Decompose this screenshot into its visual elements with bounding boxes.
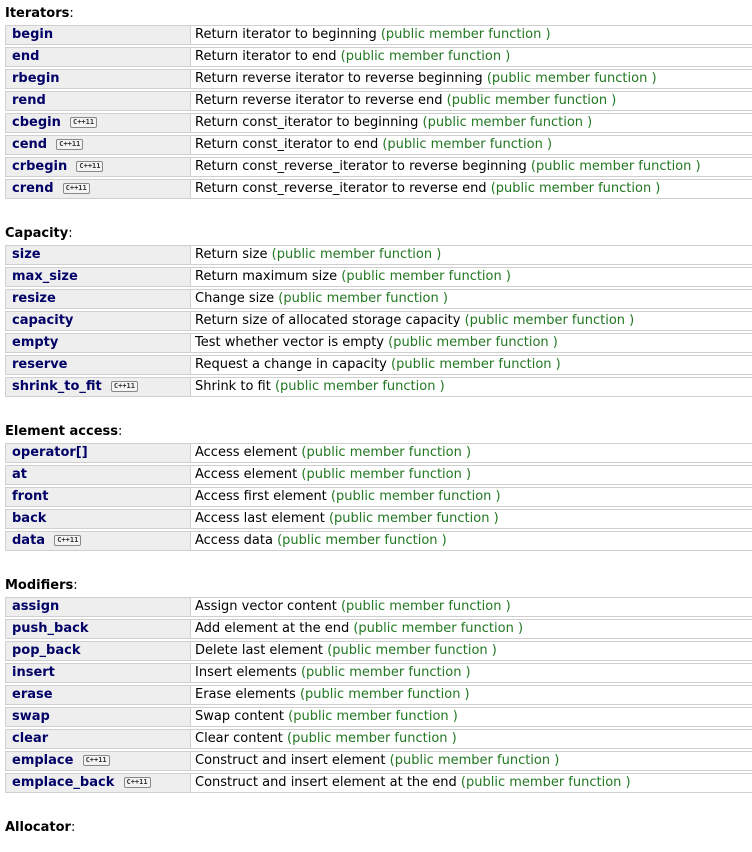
member-row — [5, 641, 752, 661]
member-name-cell — [5, 355, 191, 375]
member-function-link-assign[interactable]: assign — [12, 599, 60, 614]
member-row — [5, 311, 752, 331]
cpp11-badge-icon: C++11 — [63, 183, 90, 194]
member-description-cell — [191, 245, 752, 265]
member-name-cell — [5, 91, 191, 111]
section-spacer — [0, 795, 752, 818]
member-description: Insert elements — [195, 665, 297, 680]
member-description-cell — [191, 157, 752, 177]
member-kind-label: (public member function ) — [389, 753, 560, 768]
member-kind-label: (public member function ) — [340, 49, 511, 64]
member-function-link-front[interactable]: front — [12, 489, 49, 504]
member-name-cell — [5, 641, 191, 661]
member-description-cell — [191, 113, 752, 133]
member-description: Access data — [195, 533, 273, 548]
member-section — [0, 224, 752, 399]
member-kind-label: (public member function ) — [301, 467, 472, 482]
member-description: Return iterator to end — [195, 49, 337, 64]
member-row — [5, 333, 752, 353]
member-row — [5, 443, 752, 463]
member-function-link-back[interactable]: back — [12, 511, 47, 526]
member-kind-label: (public member function ) — [460, 775, 631, 790]
member-kind-label: (public member function ) — [300, 665, 471, 680]
section-title-text: Capacity — [5, 226, 69, 241]
member-function-link-at[interactable]: at — [12, 467, 27, 482]
member-row — [5, 245, 752, 265]
member-table — [5, 441, 752, 553]
member-kind-label: (public member function ) — [446, 93, 617, 108]
section-title-text: Element access — [5, 424, 118, 439]
member-name-cell — [5, 465, 191, 485]
section-spacer — [0, 553, 752, 576]
member-name-cell — [5, 487, 191, 507]
member-section — [0, 576, 752, 795]
member-section — [0, 4, 752, 201]
member-name-cell — [5, 751, 191, 771]
member-row — [5, 531, 752, 551]
member-description: Access last element — [195, 511, 325, 526]
member-kind-label: (public member function ) — [328, 511, 499, 526]
member-row — [5, 707, 752, 727]
member-row — [5, 179, 752, 199]
section-title: Capacity: — [5, 226, 73, 241]
member-kind-label: (public member function ) — [301, 445, 472, 460]
member-row — [5, 465, 752, 485]
member-description-cell — [191, 179, 752, 199]
member-description-cell — [191, 773, 752, 793]
member-description: Access element — [195, 467, 298, 482]
member-description-cell — [191, 729, 752, 749]
member-description: Return const_iterator to end — [195, 137, 379, 152]
member-description-cell — [191, 267, 752, 287]
section-spacer — [0, 201, 752, 224]
section-title: Allocator: — [5, 820, 76, 835]
member-kind-label: (public member function ) — [271, 247, 442, 262]
member-row — [5, 267, 752, 287]
member-description-cell — [191, 355, 752, 375]
member-row — [5, 509, 752, 529]
member-row — [5, 487, 752, 507]
member-description: Return iterator to beginning — [195, 27, 377, 42]
member-kind-label: (public member function ) — [391, 357, 561, 372]
member-row — [5, 355, 752, 375]
member-name-cell — [5, 663, 191, 683]
member-name-cell — [5, 707, 191, 727]
member-function-link-end[interactable]: end — [12, 49, 40, 64]
member-row — [5, 663, 752, 683]
member-row — [5, 597, 752, 617]
member-row — [5, 685, 752, 705]
member-function-link-begin[interactable]: begin — [12, 27, 54, 42]
member-name-cell — [5, 267, 191, 287]
member-description: Return const_reverse_iterator to reverse beginning — [195, 159, 527, 174]
member-description-cell — [191, 69, 752, 89]
member-description-cell — [191, 333, 752, 353]
section-title: Element access: — [5, 424, 123, 439]
member-function-link-swap[interactable]: swap — [12, 709, 50, 724]
member-kind-label: (public member function ) — [422, 115, 593, 130]
member-name-cell — [5, 531, 191, 551]
member-section — [0, 422, 752, 553]
member-function-link-erase[interactable]: erase — [12, 687, 53, 702]
member-row — [5, 113, 752, 133]
member-name-cell — [5, 113, 191, 133]
member-kind-label: (public member function ) — [341, 269, 511, 284]
member-function-link-rend[interactable]: rend — [12, 93, 46, 108]
cpp11-badge-icon: C++11 — [54, 535, 81, 546]
member-kind-label: (public member function ) — [288, 709, 458, 724]
member-name-cell — [5, 135, 191, 155]
member-description-cell — [191, 289, 752, 309]
member-description: Construct and insert element — [195, 753, 386, 768]
cpp11-badge-icon: C++11 — [70, 117, 97, 128]
member-function-link-reserve[interactable]: reserve — [12, 357, 68, 372]
member-name-cell — [5, 443, 191, 463]
section-title-text: Iterators — [5, 6, 70, 21]
member-function-link-shrink-to-fit[interactable]: shrink_to_fit — [12, 379, 102, 394]
member-row — [5, 47, 752, 67]
member-kind-label: (public member function ) — [330, 489, 501, 504]
section-title: Iterators: — [5, 6, 74, 21]
member-description: Return const_reverse_iterator to reverse end — [195, 181, 487, 196]
member-name-cell — [5, 289, 191, 309]
member-description: Test whether vector is empty — [195, 335, 385, 350]
member-description: Return size — [195, 247, 268, 262]
member-row — [5, 773, 752, 793]
member-description: Access first element — [195, 489, 327, 504]
member-function-link-size[interactable]: size — [12, 247, 41, 262]
section-spacer — [0, 399, 752, 422]
member-description-cell — [191, 135, 752, 155]
member-description-cell — [191, 641, 752, 661]
member-description-cell — [191, 509, 752, 529]
member-function-link-clear[interactable]: clear — [12, 731, 49, 746]
member-kind-label: (public member function ) — [490, 181, 661, 196]
member-name-cell — [5, 245, 191, 265]
member-description: Return size of allocated storage capacity — [195, 313, 461, 328]
member-row — [5, 729, 752, 749]
member-row — [5, 91, 752, 111]
member-kind-label: (public member function ) — [530, 159, 701, 174]
member-kind-label: (public member function ) — [327, 643, 497, 658]
member-function-link-emplace[interactable]: emplace — [12, 753, 74, 768]
member-function-link-crend[interactable]: crend — [12, 181, 54, 196]
member-kind-label: (public member function ) — [353, 621, 524, 636]
member-row — [5, 69, 752, 89]
member-table — [5, 23, 752, 201]
member-row — [5, 135, 752, 155]
member-function-link-push-back[interactable]: push_back — [12, 621, 89, 636]
member-description: Clear content — [195, 731, 283, 746]
member-kind-label: (public member function ) — [274, 379, 445, 394]
member-description-cell — [191, 619, 752, 639]
member-row — [5, 751, 752, 771]
member-function-link-insert[interactable]: insert — [12, 665, 55, 680]
member-description-cell — [191, 531, 752, 551]
member-name-cell — [5, 179, 191, 199]
member-kind-label: (public member function ) — [388, 335, 558, 350]
member-row — [5, 619, 752, 639]
member-function-link-emplace-back[interactable]: emplace_back — [12, 775, 115, 790]
member-name-cell — [5, 311, 191, 331]
member-description-cell — [191, 663, 752, 683]
member-kind-label: (public member function ) — [277, 533, 447, 548]
member-description-cell — [191, 311, 752, 331]
section-title-text: Modifiers — [5, 578, 74, 593]
member-row — [5, 289, 752, 309]
member-kind-label: (public member function ) — [382, 137, 553, 152]
member-function-link-crbegin[interactable]: crbegin — [12, 159, 68, 174]
member-name-cell — [5, 157, 191, 177]
member-description: Delete last element — [195, 643, 324, 658]
member-function-link-max-size[interactable]: max_size — [12, 269, 78, 284]
member-name-cell — [5, 69, 191, 89]
member-kind-label: (public member function ) — [464, 313, 635, 328]
member-kind-label: (public member function ) — [340, 599, 511, 614]
cpp11-badge-icon: C++11 — [56, 139, 83, 150]
member-function-link-data[interactable]: data — [12, 533, 46, 548]
member-description: Swap content — [195, 709, 285, 724]
member-function-link-capacity[interactable]: capacity — [12, 313, 74, 328]
member-description-cell — [191, 443, 752, 463]
member-kind-label: (public member function ) — [299, 687, 470, 702]
member-description-cell — [191, 91, 752, 111]
cpp11-badge-icon: C++11 — [124, 777, 151, 788]
cpp11-badge-icon: C++11 — [83, 755, 110, 766]
member-description: Add element at the end — [195, 621, 350, 636]
member-name-cell — [5, 377, 191, 397]
member-description-cell — [191, 487, 752, 507]
member-name-cell — [5, 333, 191, 353]
member-section — [0, 818, 752, 837]
member-function-link-cend[interactable]: cend — [12, 137, 48, 152]
member-description-cell — [191, 751, 752, 771]
cpp11-badge-icon: C++11 — [76, 161, 103, 172]
member-name-cell — [5, 509, 191, 529]
member-name-cell — [5, 619, 191, 639]
member-row — [5, 377, 752, 397]
member-name-cell — [5, 729, 191, 749]
member-function-link-pop-back[interactable]: pop_back — [12, 643, 81, 658]
member-row — [5, 25, 752, 45]
member-name-cell — [5, 597, 191, 617]
member-description: Change size — [195, 291, 275, 306]
member-description-cell — [191, 47, 752, 67]
member-description: Erase elements — [195, 687, 296, 702]
cpp11-badge-icon: C++11 — [111, 381, 138, 392]
member-function-link-resize[interactable]: resize — [12, 291, 56, 306]
member-description: Return reverse iterator to reverse beginning — [195, 71, 483, 86]
member-function-link-rbegin[interactable]: rbegin — [12, 71, 60, 86]
member-kind-label: (public member function ) — [278, 291, 448, 306]
member-description: Return maximum size — [195, 269, 338, 284]
member-function-link-empty[interactable]: empty — [12, 335, 59, 350]
member-description: Request a change in capacity — [195, 357, 387, 372]
member-description: Return reverse iterator to reverse end — [195, 93, 443, 108]
member-description-cell — [191, 25, 752, 45]
member-name-cell — [5, 773, 191, 793]
section-title: Modifiers: — [5, 578, 78, 593]
member-description-cell — [191, 707, 752, 727]
member-table — [5, 243, 752, 399]
member-description: Return const_iterator to beginning — [195, 115, 419, 130]
member-description: Assign vector content — [195, 599, 337, 614]
member-description: Shrink to fit — [195, 379, 271, 394]
member-description-cell — [191, 597, 752, 617]
member-name-cell — [5, 685, 191, 705]
section-title-text: Allocator — [5, 820, 71, 835]
member-name-cell — [5, 25, 191, 45]
member-row — [5, 157, 752, 177]
member-kind-label: (public member function ) — [287, 731, 457, 746]
member-kind-label: (public member function ) — [486, 71, 657, 86]
member-kind-label: (public member function ) — [380, 27, 551, 42]
member-description: Access element — [195, 445, 298, 460]
member-table — [5, 595, 752, 795]
member-description-cell — [191, 377, 752, 397]
member-description-cell — [191, 685, 752, 705]
member-description: Construct and insert element at the end — [195, 775, 457, 790]
member-description-cell — [191, 465, 752, 485]
member-name-cell — [5, 47, 191, 67]
member-function-link-cbegin[interactable]: cbegin — [12, 115, 61, 130]
member-function-link-operator[interactable]: operator[] — [12, 445, 88, 460]
